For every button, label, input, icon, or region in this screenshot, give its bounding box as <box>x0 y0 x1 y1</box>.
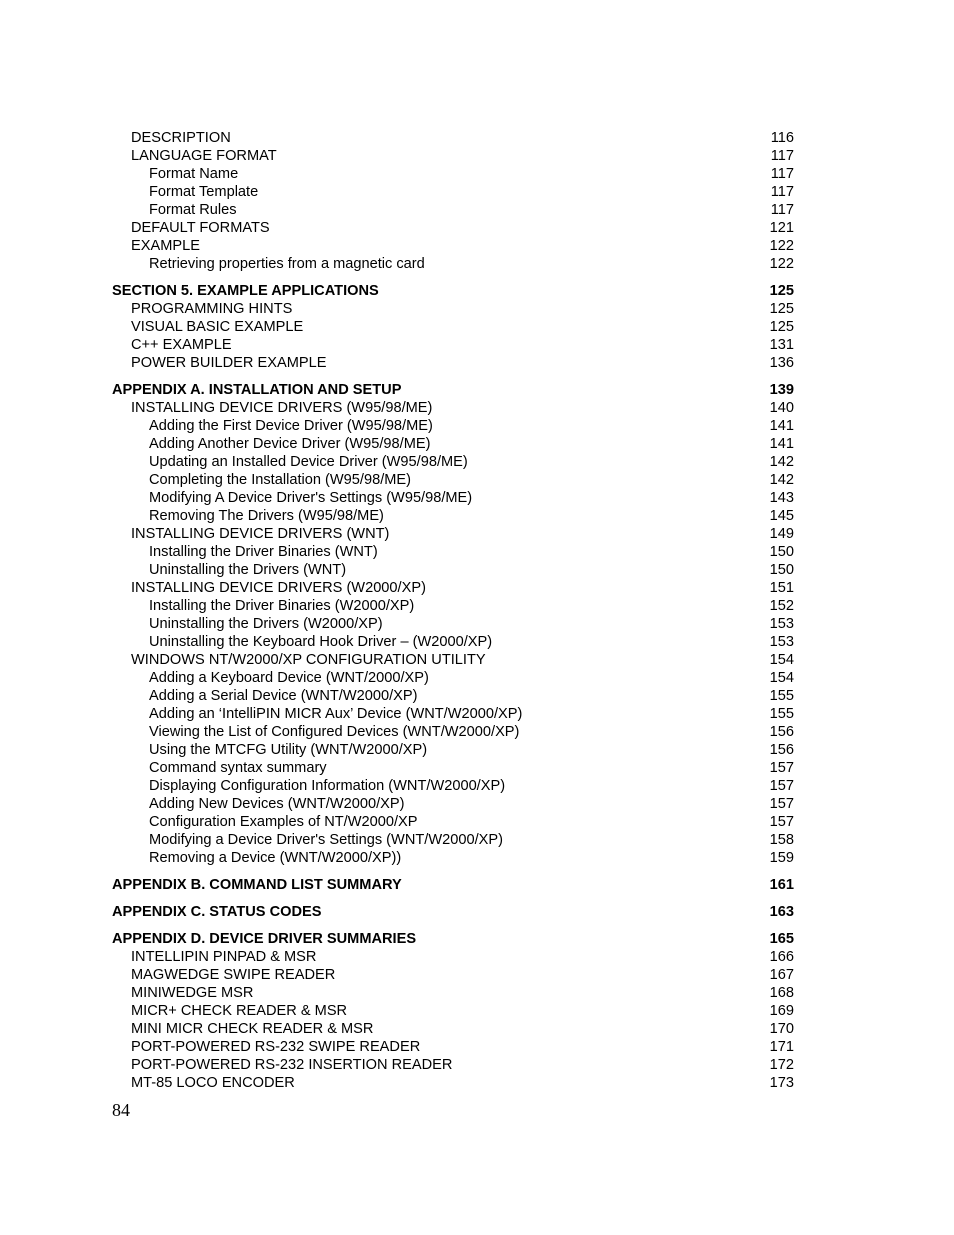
toc-entry[interactable] <box>112 1020 794 1038</box>
toc-entry-title: VISUAL BASIC EXAMPLE <box>131 319 304 335</box>
toc-entry[interactable] <box>112 219 794 237</box>
table-of-contents <box>112 129 794 1092</box>
toc-entry-page: 158 <box>769 832 794 848</box>
toc-entry-title: Format Name <box>149 166 239 182</box>
toc-entry-page: 117 <box>770 148 794 164</box>
toc-entry[interactable] <box>112 633 794 651</box>
toc-entry-title: Using the MTCFG Utility (WNT/W2000/XP) <box>149 742 428 758</box>
toc-entry-page: 117 <box>770 166 794 182</box>
toc-entry-page: 143 <box>769 490 794 506</box>
toc-entry-title: Retrieving properties from a magnetic card <box>149 256 425 272</box>
toc-entry-page: 167 <box>769 967 794 983</box>
toc-entry-page: 163 <box>769 904 794 920</box>
toc-entry-title: DESCRIPTION <box>131 130 231 146</box>
toc-entry-page: 156 <box>769 742 794 758</box>
toc-entry-title: Removing The Drivers (W95/98/ME) <box>149 508 384 524</box>
toc-entry[interactable] <box>112 129 794 147</box>
toc-entry[interactable] <box>112 849 794 867</box>
toc-entry-page: 149 <box>769 526 794 542</box>
toc-entry[interactable] <box>112 948 794 966</box>
toc-entry-page: 142 <box>769 472 794 488</box>
toc-entry-title: INSTALLING DEVICE DRIVERS (W95/98/ME) <box>131 400 433 416</box>
toc-entry[interactable] <box>112 255 794 273</box>
toc-entry[interactable] <box>112 561 794 579</box>
toc-entry-page: 165 <box>769 931 794 947</box>
toc-entry[interactable] <box>112 597 794 615</box>
toc-entry-page: 125 <box>769 301 794 317</box>
toc-entry[interactable] <box>112 282 794 300</box>
toc-entry-title: PORT-POWERED RS-232 SWIPE READER <box>131 1039 421 1055</box>
toc-entry[interactable] <box>112 525 794 543</box>
toc-entry-page: 131 <box>769 337 794 353</box>
toc-entry-title: MT-85 LOCO ENCODER <box>131 1075 295 1091</box>
toc-entry-title: Adding an ‘IntelliPIN MICR Aux’ Device (WNT/W2000/XP) <box>149 706 523 722</box>
toc-entry-title: MICR+ CHECK READER & MSR <box>131 1003 348 1019</box>
toc-entry-page: 156 <box>769 724 794 740</box>
toc-entry-page: 166 <box>769 949 794 965</box>
toc-entry-title: MINI MICR CHECK READER & MSR <box>131 1021 374 1037</box>
toc-entry[interactable] <box>112 201 794 219</box>
toc-entry-title: APPENDIX A. INSTALLATION AND SETUP <box>112 382 402 398</box>
toc-entry-title: Format Rules <box>149 202 237 218</box>
toc-entry[interactable] <box>112 723 794 741</box>
toc-entry-page: 168 <box>769 985 794 1001</box>
toc-entry-title: POWER BUILDER EXAMPLE <box>131 355 327 371</box>
toc-entry[interactable] <box>112 489 794 507</box>
toc-entry[interactable] <box>112 336 794 354</box>
toc-entry-title: Modifying a Device Driver's Settings (WNT/W2000/XP) <box>149 832 503 848</box>
toc-entry-title: APPENDIX B. COMMAND LIST SUMMARY <box>112 877 402 893</box>
toc-entry-page: 140 <box>769 400 794 416</box>
toc-entry-page: 145 <box>769 508 794 524</box>
toc-entry-title: Completing the Installation (W95/98/ME) <box>149 472 411 488</box>
toc-entry[interactable] <box>112 831 794 849</box>
toc-entry[interactable] <box>112 417 794 435</box>
toc-entry[interactable] <box>112 165 794 183</box>
toc-entry[interactable] <box>112 1056 794 1074</box>
toc-entry-title: Adding the First Device Driver (W95/98/ME) <box>149 418 433 434</box>
toc-entry-title: Adding Another Device Driver (W95/98/ME) <box>149 436 431 452</box>
toc-entry-page: 141 <box>769 418 794 434</box>
toc-entry-title: PROGRAMMING HINTS <box>131 301 293 317</box>
toc-entry-page: 157 <box>769 796 794 812</box>
toc-entry-title: Format Template <box>149 184 259 200</box>
toc-entry[interactable] <box>112 903 794 921</box>
toc-entry-page: 125 <box>769 319 794 335</box>
toc-entry[interactable] <box>112 795 794 813</box>
toc-entry-title: Adding New Devices (WNT/W2000/XP) <box>149 796 405 812</box>
toc-entry-page: 116 <box>770 130 794 146</box>
toc-entry-page: 142 <box>769 454 794 470</box>
toc-entry-title: Command syntax summary <box>149 760 327 776</box>
toc-entry-page: 157 <box>769 760 794 776</box>
page-number: 84 <box>112 1100 130 1120</box>
toc-entry[interactable] <box>112 237 794 255</box>
toc-entry-title: DEFAULT FORMATS <box>131 220 270 236</box>
toc-entry-title: Removing a Device (WNT/W2000/XP)) <box>149 850 402 866</box>
toc-entry-title: EXAMPLE <box>131 238 200 254</box>
toc-entry-page: 154 <box>769 670 794 686</box>
toc-entry-page: 122 <box>769 238 794 254</box>
toc-entry[interactable] <box>112 777 794 795</box>
toc-entry-page: 121 <box>769 220 794 236</box>
toc-entry[interactable] <box>112 507 794 525</box>
toc-entry-page: 153 <box>769 634 794 650</box>
toc-entry[interactable] <box>112 453 794 471</box>
toc-entry-page: 171 <box>769 1039 794 1055</box>
toc-entry-title: Modifying A Device Driver's Settings (W95/98/ME) <box>149 490 473 506</box>
toc-entry[interactable] <box>112 300 794 318</box>
toc-entry-page: 136 <box>769 355 794 371</box>
toc-entry-title: Updating an Installed Device Driver (W95/98/ME) <box>149 454 468 470</box>
toc-entry-title: INSTALLING DEVICE DRIVERS (WNT) <box>131 526 390 542</box>
toc-entry-page: 125 <box>769 283 794 299</box>
toc-entry[interactable] <box>112 876 794 894</box>
toc-entry-page: 170 <box>769 1021 794 1037</box>
toc-entry-page: 117 <box>770 202 794 218</box>
toc-entry-page: 157 <box>769 778 794 794</box>
toc-entry-page: 169 <box>769 1003 794 1019</box>
toc-entry-page: 155 <box>769 688 794 704</box>
toc-entry[interactable] <box>112 984 794 1002</box>
toc-entry-title: Adding a Serial Device (WNT/W2000/XP) <box>149 688 418 704</box>
toc-entry-title: Uninstalling the Drivers (WNT) <box>149 562 347 578</box>
toc-entry[interactable] <box>112 1002 794 1020</box>
toc-entry[interactable] <box>112 759 794 777</box>
toc-entry[interactable] <box>112 435 794 453</box>
toc-entry-title: Uninstalling the Drivers (W2000/XP) <box>149 616 383 632</box>
toc-entry[interactable] <box>112 381 794 399</box>
toc-entry-title: WINDOWS NT/W2000/XP CONFIGURATION UTILITY <box>131 652 486 668</box>
toc-entry-page: 117 <box>770 184 794 200</box>
toc-entry[interactable] <box>112 579 794 597</box>
toc-entry-title: Configuration Examples of NT/W2000/XP <box>149 814 418 830</box>
toc-entry-page: 139 <box>769 382 794 398</box>
toc-entry[interactable] <box>112 1038 794 1056</box>
toc-entry-page: 172 <box>769 1057 794 1073</box>
toc-entry-page: 141 <box>769 436 794 452</box>
toc-entry-title: C++ EXAMPLE <box>131 337 232 353</box>
toc-entry-title: Viewing the List of Configured Devices (WNT/W2000/XP) <box>149 724 520 740</box>
toc-entry-title: APPENDIX D. DEVICE DRIVER SUMMARIES <box>112 931 417 947</box>
toc-entry[interactable] <box>112 399 794 417</box>
toc-entry[interactable] <box>112 147 794 165</box>
toc-entry-title: Installing the Driver Binaries (W2000/XP) <box>149 598 415 614</box>
toc-entry[interactable] <box>112 183 794 201</box>
toc-entry-page: 161 <box>769 877 794 893</box>
toc-entry[interactable] <box>112 813 794 831</box>
toc-entry-page: 157 <box>769 814 794 830</box>
toc-entry[interactable] <box>112 543 794 561</box>
toc-entry-title: INSTALLING DEVICE DRIVERS (W2000/XP) <box>131 580 426 596</box>
toc-entry-title: Installing the Driver Binaries (WNT) <box>149 544 378 560</box>
toc-entry-title: INTELLIPIN PINPAD & MSR <box>131 949 317 965</box>
toc-entry[interactable] <box>112 930 794 948</box>
toc-entry-page: 159 <box>769 850 794 866</box>
toc-entry-title: MINIWEDGE MSR <box>131 985 254 1001</box>
toc-entry-page: 152 <box>769 598 794 614</box>
toc-entry[interactable] <box>112 651 794 669</box>
toc-entry[interactable] <box>112 687 794 705</box>
toc-entry-title: Displaying Configuration Information (WNT/W2000/XP) <box>149 778 506 794</box>
toc-entry-title: PORT-POWERED RS-232 INSERTION READER <box>131 1057 453 1073</box>
toc-entry-page: 153 <box>769 616 794 632</box>
toc-entry-page: 122 <box>769 256 794 272</box>
toc-entry[interactable] <box>112 705 794 723</box>
toc-entry-title: APPENDIX C. STATUS CODES <box>112 904 322 920</box>
toc-entry[interactable] <box>112 615 794 633</box>
toc-entry[interactable] <box>112 966 794 984</box>
toc-entry-page: 154 <box>769 652 794 668</box>
toc-entry-title: SECTION 5. EXAMPLE APPLICATIONS <box>112 283 379 299</box>
toc-entry[interactable] <box>112 741 794 759</box>
toc-entry-page: 150 <box>769 544 794 560</box>
toc-entry[interactable] <box>112 669 794 687</box>
toc-entry-page: 150 <box>769 562 794 578</box>
toc-entry[interactable] <box>112 318 794 336</box>
toc-entry-page: 173 <box>769 1075 794 1091</box>
toc-entry-title: Uninstalling the Keyboard Hook Driver – (W2000/XP) <box>149 634 493 650</box>
toc-entry[interactable] <box>112 471 794 489</box>
toc-entry-page: 151 <box>769 580 794 596</box>
toc-entry-title: Adding a Keyboard Device (WNT/2000/XP) <box>149 670 429 686</box>
toc-entry-page: 155 <box>769 706 794 722</box>
toc-entry-title: MAGWEDGE SWIPE READER <box>131 967 336 983</box>
toc-entry[interactable] <box>112 354 794 372</box>
toc-entry-title: LANGUAGE FORMAT <box>131 148 277 164</box>
toc-entry[interactable] <box>112 1074 794 1092</box>
